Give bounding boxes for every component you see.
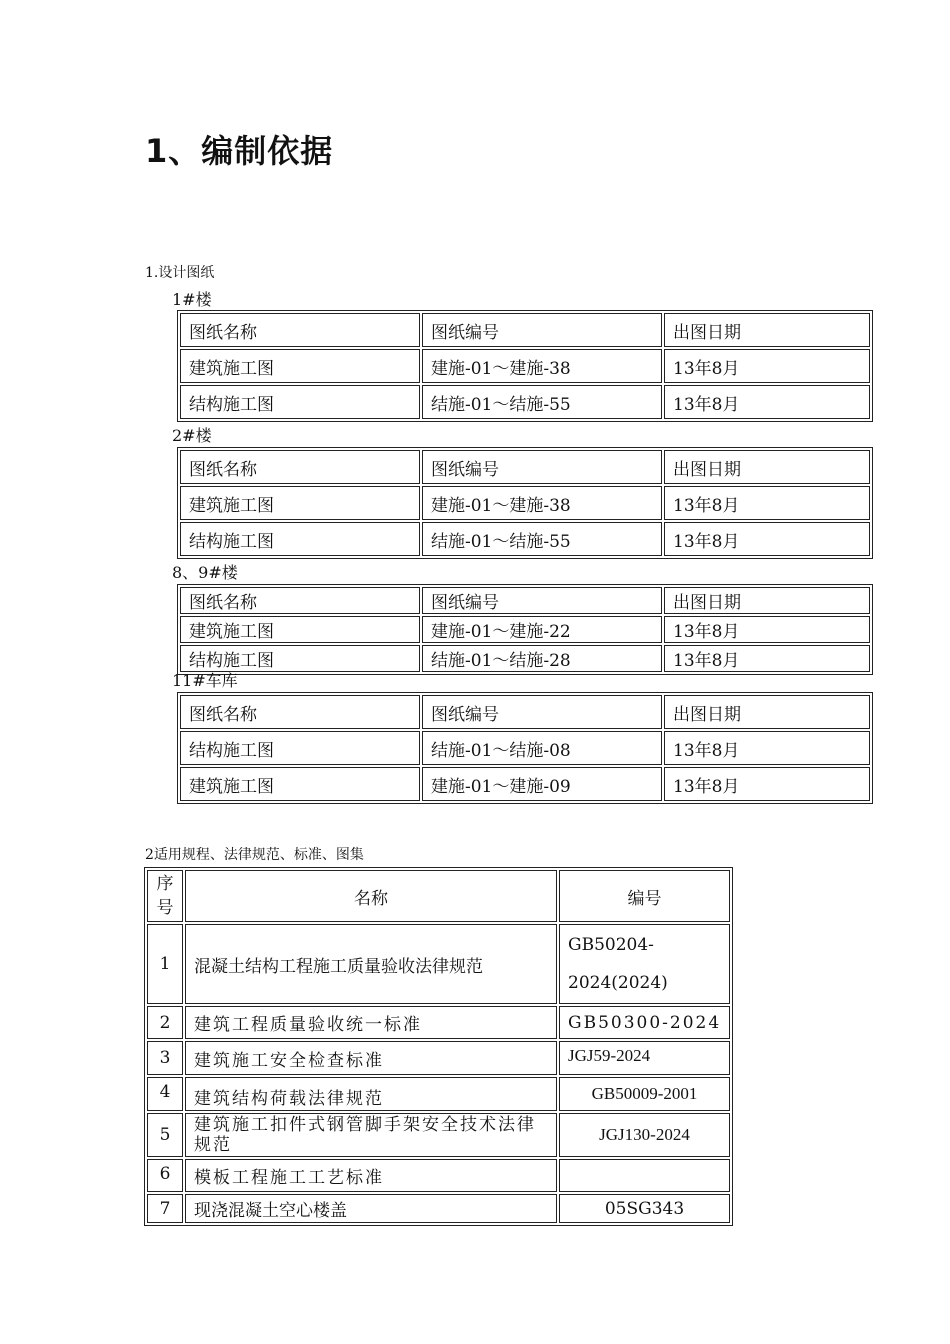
- issue-date: 13年8月: [664, 645, 870, 672]
- table-row: [147, 1194, 730, 1223]
- issue-date: 13年8月: [664, 385, 870, 419]
- table-row: [147, 1077, 730, 1111]
- drawing-number: 结施-01～结施-08: [422, 731, 662, 765]
- table-row: [180, 767, 870, 801]
- row-name: [185, 1113, 557, 1157]
- building-label: 8、9#楼: [172, 563, 238, 582]
- drawing-number: 结施-01～结施-28: [422, 645, 662, 672]
- document-heading: 1、编制依据: [145, 132, 334, 170]
- drawing-number: 建施-01～建施-38: [422, 349, 662, 383]
- row-seq: 1: [147, 924, 183, 1004]
- table-row: [180, 616, 870, 643]
- building-label: 11#车库: [172, 671, 238, 690]
- row-code: JGJ130-2024: [559, 1113, 730, 1157]
- row-seq: 5: [147, 1113, 183, 1157]
- row-seq: 7: [147, 1194, 183, 1223]
- table-row: [147, 1041, 730, 1075]
- table-row: [147, 924, 730, 1004]
- drawings-table-building-1: [177, 310, 873, 422]
- drawing-number: 结施-01～结施-55: [422, 522, 662, 556]
- table-row: [180, 349, 870, 383]
- row-name: 现浇混凝土空心楼盖: [185, 1194, 557, 1223]
- row-name-line2: 规范: [194, 1135, 232, 1155]
- table-header-row: [180, 587, 870, 614]
- table-header-row: [180, 313, 870, 347]
- drawing-number: 结施-01～结施-55: [422, 385, 662, 419]
- row-seq: 2: [147, 1006, 183, 1039]
- drawing-number: 建施-01～建施-22: [422, 616, 662, 643]
- header-drawing-name: 图纸名称: [180, 695, 420, 729]
- issue-date: 13年8月: [664, 731, 870, 765]
- row-code: [559, 924, 730, 1004]
- section-design-drawings-title: 1.设计图纸: [145, 265, 215, 281]
- row-code-line1: GB50204-: [568, 935, 654, 955]
- header-drawing-number: 图纸编号: [422, 587, 662, 614]
- table-row: [147, 1006, 730, 1039]
- building-label: 2#楼: [172, 426, 212, 445]
- issue-date: 13年8月: [664, 767, 870, 801]
- issue-date: 13年8月: [664, 522, 870, 556]
- header-issue-date: 出图日期: [664, 313, 870, 347]
- drawing-number: 建施-01～建施-09: [422, 767, 662, 801]
- row-code-line2: 2024(2024): [568, 973, 668, 993]
- table-header-row: [147, 870, 730, 922]
- row-seq: 3: [147, 1041, 183, 1075]
- table-header-row: [180, 450, 870, 484]
- row-seq: 4: [147, 1077, 183, 1111]
- drawing-name: 建筑施工图: [180, 767, 420, 801]
- standards-table: [144, 867, 733, 1226]
- drawing-name: 结构施工图: [180, 522, 420, 556]
- table-row: [180, 486, 870, 520]
- table-row: [147, 1159, 730, 1192]
- row-seq: 6: [147, 1159, 183, 1192]
- header-issue-date: 出图日期: [664, 587, 870, 614]
- row-name: 模板工程施工工艺标准: [185, 1159, 557, 1192]
- header-issue-date: 出图日期: [664, 450, 870, 484]
- header-drawing-number: 图纸编号: [422, 313, 662, 347]
- row-name: 建筑结构荷载法律规范: [185, 1077, 557, 1111]
- header-drawing-name: 图纸名称: [180, 313, 420, 347]
- table-row: [147, 1113, 730, 1157]
- drawings-table-building-2: [177, 447, 873, 559]
- drawing-name: 结构施工图: [180, 385, 420, 419]
- header-seq-line1: 序: [156, 874, 174, 894]
- row-name: 混凝土结构工程施工质量验收法律规范: [185, 924, 557, 1004]
- drawing-name: 结构施工图: [180, 645, 420, 672]
- drawings-table-building-8-9: [177, 584, 873, 675]
- row-name-line1: 建筑施工扣件式钢管脚手架安全技术法律: [194, 1115, 536, 1135]
- building-label: 1#楼: [172, 290, 212, 309]
- row-code: 05SG343: [559, 1194, 730, 1223]
- header-drawing-name: 图纸名称: [180, 450, 420, 484]
- drawings-table-garage-11: [177, 692, 873, 804]
- issue-date: 13年8月: [664, 616, 870, 643]
- row-name: 建筑施工安全检查标准: [185, 1041, 557, 1075]
- header-drawing-number: 图纸编号: [422, 695, 662, 729]
- header-drawing-number: 图纸编号: [422, 450, 662, 484]
- header-drawing-name: 图纸名称: [180, 587, 420, 614]
- row-code: [559, 1159, 730, 1192]
- header-seq: [147, 870, 183, 922]
- issue-date: 13年8月: [664, 349, 870, 383]
- table-row: [180, 385, 870, 419]
- issue-date: 13年8月: [664, 486, 870, 520]
- table-row: [180, 731, 870, 765]
- header-code: 编号: [559, 870, 730, 922]
- header-name: 名称: [185, 870, 557, 922]
- header-seq-line2: 号: [156, 898, 174, 918]
- drawing-name: 建筑施工图: [180, 616, 420, 643]
- drawing-name: 建筑施工图: [180, 486, 420, 520]
- table-row: [180, 645, 870, 672]
- row-code: GB50300-2024: [559, 1006, 730, 1039]
- row-code: JGJ59-2024: [559, 1041, 730, 1075]
- table-row: [180, 522, 870, 556]
- row-code: GB50009-2001: [559, 1077, 730, 1111]
- header-issue-date: 出图日期: [664, 695, 870, 729]
- drawing-name: 结构施工图: [180, 731, 420, 765]
- drawing-number: 建施-01～建施-38: [422, 486, 662, 520]
- section-standards-title: 2适用规程、法律规范、标准、图集: [145, 847, 364, 863]
- table-header-row: [180, 695, 870, 729]
- drawing-name: 建筑施工图: [180, 349, 420, 383]
- row-name: 建筑工程质量验收统一标准: [185, 1006, 557, 1039]
